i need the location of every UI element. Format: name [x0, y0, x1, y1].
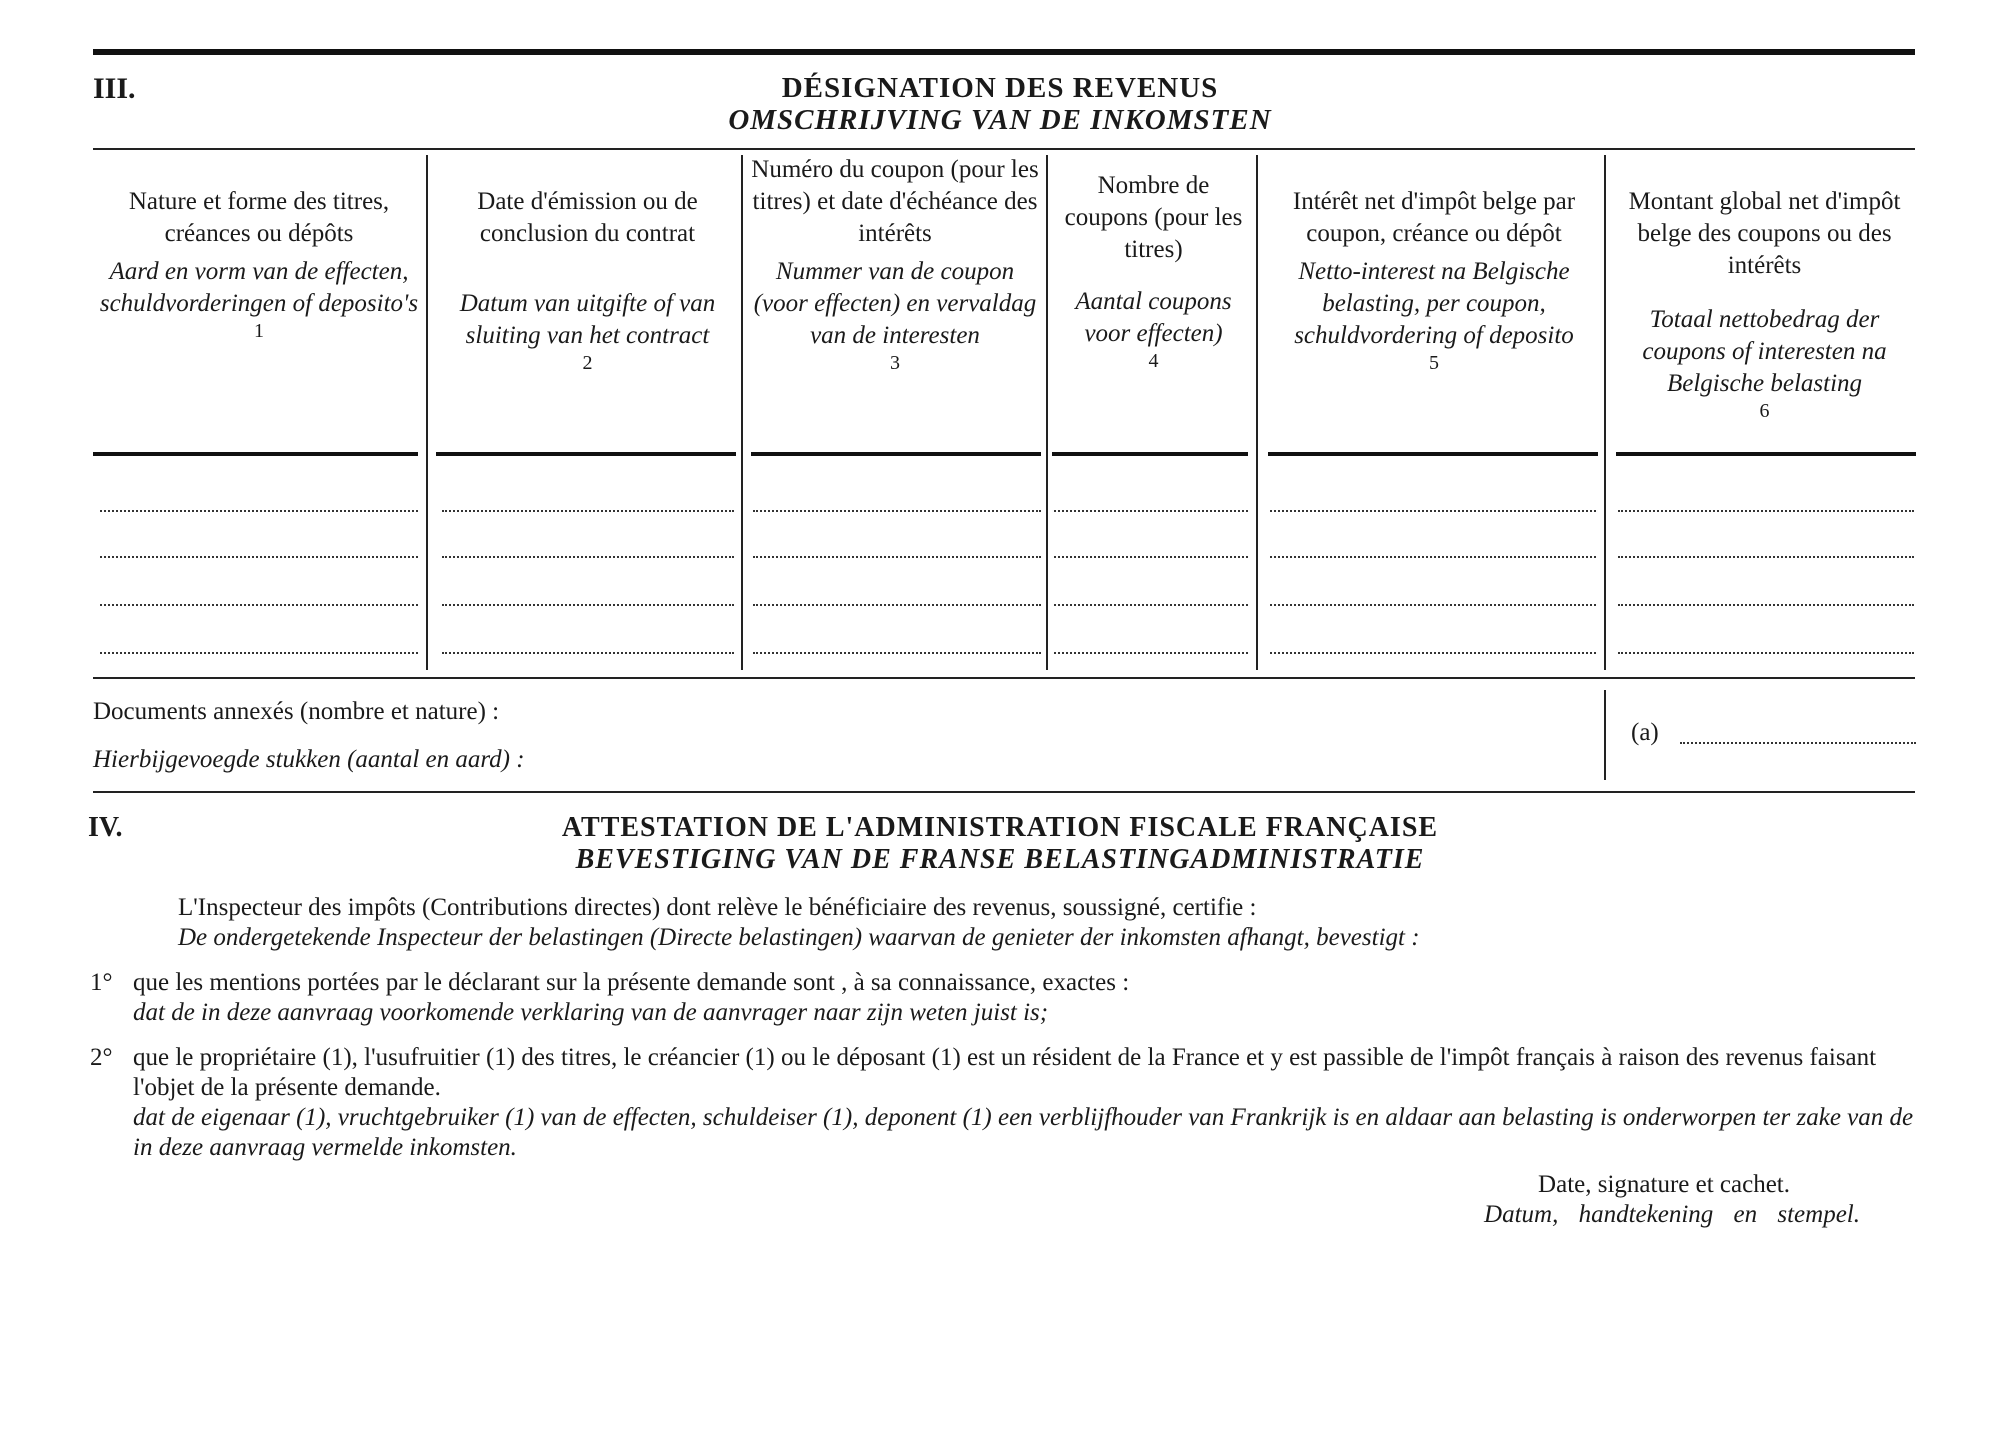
section-title — [380, 812, 1620, 876]
column-header-nl: Netto-interest na Belgische belasting, per coupon, schuldvordering of deposito — [1294, 258, 1574, 349]
signature-block — [1300, 1170, 1860, 1230]
table-top-rule — [93, 148, 1915, 150]
section-title — [600, 72, 1400, 136]
entry-field[interactable] — [442, 652, 734, 654]
header-rule — [1616, 452, 1916, 456]
column-header-nl: Aantal coupons voor effecten) — [1075, 288, 1232, 347]
entry-field[interactable] — [100, 604, 418, 606]
column-header-fr: Nombre de coupons (pour les titres) — [1064, 172, 1243, 263]
column-header-1 — [98, 186, 420, 342]
header-rule — [93, 452, 418, 456]
column-number: 6 — [1759, 400, 1770, 422]
column-number: 2 — [582, 352, 593, 374]
column-number: 3 — [890, 352, 900, 374]
header-rule — [436, 452, 736, 456]
column-header-2 — [440, 186, 735, 374]
column-divider — [1256, 155, 1258, 670]
section-title-fr: ATTESTATION DE L'ADMINISTRATION FISCALE FRANÇAISE — [561, 812, 1439, 843]
section-title-fr: DÉSIGNATION DES REVENUS — [781, 72, 1219, 104]
intro-nl: De ondergetekende Inspecteur der belastingen (Directe belastingen) waarvan de genieter der inkomsten afhangt, bevestigt : — [178, 924, 1420, 951]
intro-block — [178, 893, 1918, 953]
column-header-fr: Date d'émission ou de conclusion du contrat — [477, 188, 698, 247]
section-title-nl: OMSCHRIJVING VAN DE INKOMSTEN — [728, 104, 1272, 136]
column-divider — [1046, 155, 1048, 670]
entry-field[interactable] — [1618, 556, 1914, 558]
column-divider — [741, 155, 743, 670]
header-rule — [751, 452, 1041, 456]
documents-divider — [1604, 690, 1606, 780]
column-header-fr: Nature et forme des titres, créances ou dépôts — [128, 188, 390, 247]
column-header-nl: Nummer van de coupon (voor effecten) en vervaldag van de interesten — [753, 258, 1037, 349]
column-header-fr: Numéro du coupon (pour les titres) et date d'échéance des intérêts — [751, 156, 1039, 247]
signature-label-nl: Datum, handtekening en stempel. — [1484, 1201, 1860, 1228]
entry-field[interactable] — [1270, 604, 1596, 606]
column-header-3 — [750, 154, 1040, 374]
section-number: III. — [93, 72, 136, 105]
column-divider — [426, 155, 428, 670]
column-number: 1 — [254, 320, 264, 342]
entry-field[interactable] — [1054, 652, 1248, 654]
entry-field[interactable] — [753, 652, 1041, 654]
table-bottom-rule — [93, 677, 1915, 679]
item-marker: 2° — [90, 1044, 113, 1071]
column-header-fr: Montant global net d'impôt belge des coupons ou des intérêts — [1628, 188, 1901, 279]
intro-fr: L'Inspecteur des impôts (Contributions directes) dont relève le bénéficiaire des revenus, soussigné, certifie : — [178, 894, 1257, 921]
column-number: 5 — [1429, 352, 1439, 374]
list-item-2 — [90, 1043, 1918, 1163]
column-number: 4 — [1148, 350, 1159, 372]
entry-field[interactable] — [1618, 652, 1914, 654]
entry-field[interactable] — [442, 604, 734, 606]
total-field[interactable] — [1680, 742, 1916, 744]
section-number: IV. — [88, 812, 123, 843]
header-rule — [1268, 452, 1598, 456]
list-item-1 — [90, 968, 1918, 1028]
entry-field[interactable] — [753, 604, 1041, 606]
documents-block — [93, 697, 525, 775]
entry-field[interactable] — [1270, 652, 1596, 654]
column-divider — [1604, 155, 1606, 670]
item-marker: 1° — [90, 969, 113, 996]
entry-field[interactable] — [100, 556, 418, 558]
column-header-4 — [1056, 170, 1251, 372]
section-divider-rule — [93, 791, 1915, 793]
header-rule — [1052, 452, 1248, 456]
entry-field[interactable] — [100, 510, 418, 512]
entry-field[interactable] — [1054, 510, 1248, 512]
column-header-nl: Totaal nettobedrag der coupons of interesten na Belgische belasting — [1642, 306, 1887, 397]
entry-field[interactable] — [1618, 604, 1914, 606]
item-text-fr: que les mentions portées par le déclarant sur la présente demande sont , à sa connaissance, exactes : — [133, 969, 1130, 996]
entry-field[interactable] — [442, 510, 734, 512]
entry-field[interactable] — [753, 556, 1041, 558]
entry-field[interactable] — [1270, 510, 1596, 512]
section-title-nl: BEVESTIGING VAN DE FRANSE BELASTINGADMINISTRATIE — [575, 844, 1425, 875]
column-header-5 — [1270, 186, 1598, 374]
documents-label-nl: Hierbijgevoegde stukken (aantal en aard) : — [93, 746, 525, 773]
entry-field[interactable] — [1618, 510, 1914, 512]
entry-field[interactable] — [100, 652, 418, 654]
entry-field[interactable] — [1054, 604, 1248, 606]
entry-field[interactable] — [442, 556, 734, 558]
column-header-fr: Intérêt net d'impôt belge par coupon, créance ou dépôt — [1292, 188, 1576, 247]
top-rule — [93, 49, 1915, 55]
column-header-nl: Aard en vorm van de effecten, schuldvorderingen of deposito's — [99, 258, 419, 317]
item-text-nl: dat de eigenaar (1), vruchtgebruiker (1) van de effecten, schuldeiser (1), deponent (1) een verblijfhouder van Frankrijk is en aldaar aan belasting is onderworpen ter zake van de in deze aanvraag vermelde inkomsten. — [133, 1104, 1914, 1161]
column-header-6 — [1612, 186, 1917, 422]
entry-field[interactable] — [753, 510, 1041, 512]
documents-label-fr: Documents annexés (nombre et nature) : — [93, 698, 500, 725]
item-text-nl: dat de in deze aanvraag voorkomende verklaring van de aanvrager naar zijn weten juist is; — [133, 999, 1049, 1026]
entry-field[interactable] — [1054, 556, 1248, 558]
item-text-fr: que le propriétaire (1), l'usufruitier (1) des titres, le créancier (1) ou le déposant (1) est un résident de la France et y est passible de l'impôt français à raison des revenus faisant l'objet de la présente demande. — [133, 1044, 1877, 1101]
signature-label-fr: Date, signature et cachet. — [1538, 1171, 1790, 1198]
entry-field[interactable] — [1270, 556, 1596, 558]
column-header-nl: Datum van uitgifte of van sluiting van het contract — [459, 290, 716, 349]
total-label: (a) — [1631, 719, 1659, 746]
